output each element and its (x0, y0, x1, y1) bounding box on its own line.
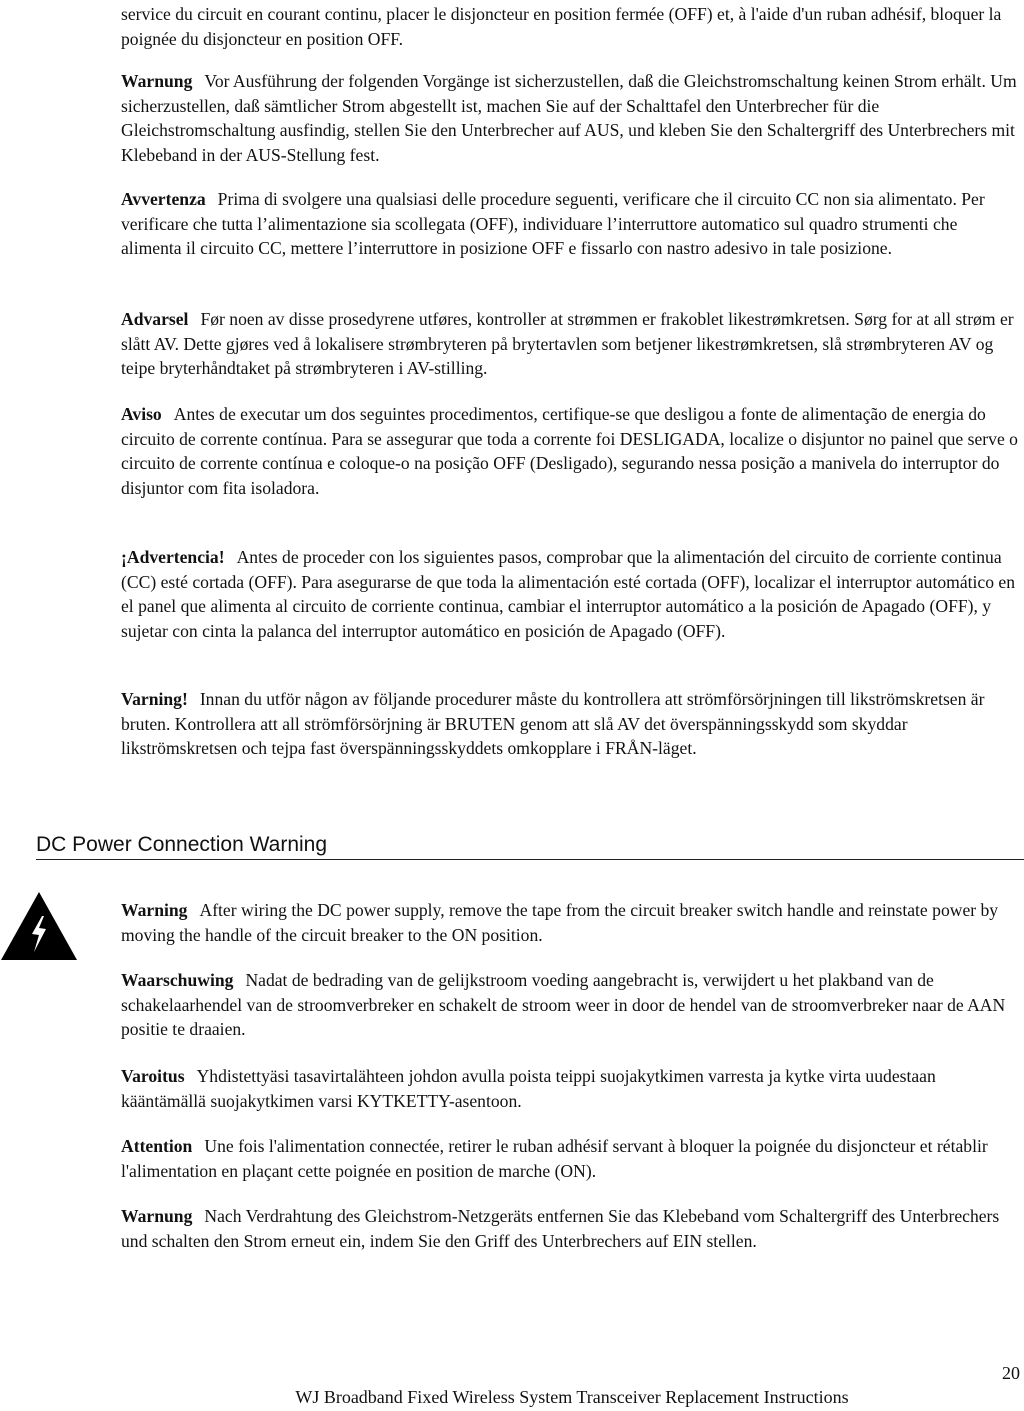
warning-label: Waarschuwing (121, 970, 234, 990)
warning-text: Prima di svolgere una qualsiasi delle procedure seguenti, verificare che il circuito CC non sia alimentato. Per verificare che tutta l’alimentazione sia scollegata (OFF), individuare l’interruttore automatico sul quadro strumenti che alimenta il circuito CC, mettere l’interruttore in posizione OFF e fissarlo con nastro adesivo in tale posizione. (121, 189, 985, 258)
warning-text: After wiring the DC power supply, remove the tape from the circuit breaker switch handle and reinstate power by moving the handle of the circuit breaker to the ON position. (121, 900, 999, 945)
warning-label: Varoitus (121, 1066, 185, 1086)
section-divider (36, 859, 1024, 860)
warning-block-portuguese (121, 402, 1021, 500)
warning-label: Warnung (121, 1206, 193, 1226)
section-warning-german (121, 1204, 1021, 1253)
section-warning-english (121, 898, 1021, 947)
warning-text: Før noen av disse prosedyrene utføres, kontroller at strømmen er frakoblet likestrømkretsen. Sørg for at all strøm er slått AV. Dette gjøres ved å lokalisere strømbryteren på brytertavlen som betjener likestrømkretsen, slå strømbryteren AV og teipe bryterhåndtaket på strømbryteren i AV-stilling. (121, 309, 1014, 378)
warning-block-spanish (121, 545, 1021, 643)
document-footer: WJ Broadband Fixed Wireless System Transceiver Replacement Instructions (295, 1387, 849, 1407)
warning-block-norwegian (121, 307, 1021, 381)
warning-triangle-lightning-icon (0, 890, 78, 962)
warning-text: Yhdistettyäsi tasavirtalähteen johdon avulla poista teippi suojakytkimen varresta ja kytke virta uudestaan kääntämällä suojakytkimen varsi KYTKETTY-asentoon. (121, 1066, 936, 1111)
warning-label: ¡Advertencia! (121, 547, 225, 567)
warning-block-swedish (121, 687, 1021, 761)
warning-text: Antes de executar um dos seguintes procedimentos, certifique-se que desligou a fonte de alimentação de energia do circuito de corrente contínua. Para se assegurar que toda a corrente foi DESLIGADA, localize o disjuntor no painel que serve o circuito de corrente contínua e coloque-o na posição OFF (Desligado), segurando nessa posição a manivela do interruptor do disjuntor com fita isoladora. (121, 404, 1018, 498)
section-warning-finnish (121, 1064, 1021, 1113)
warning-block-german (121, 69, 1021, 167)
section-warning-dutch (121, 968, 1021, 1042)
warning-text: Antes de proceder con los siguientes pasos, comprobar que la alimentación del circuito de corriente continua (CC) esté cortada (OFF). Para asegurarse de que toda la alimentación esté cortada (OFF), localizar el interruptor automático en el panel que alimenta al circuito de corriente continua, cambiar el interruptor automático a la posición de Apagado (OFF), y sujetar con cinta la palanca del interruptor automático en posición de Apagado (OFF). (121, 547, 1016, 641)
warning-label: Warning (121, 900, 188, 920)
page-number: 20 (1002, 1363, 1020, 1383)
warning-label: Varning! (121, 689, 188, 709)
section-title: DC Power Connection Warning (36, 833, 328, 856)
warning-label: Avvertenza (121, 189, 206, 209)
warning-text: Nadat de bedrading van de gelijkstroom voeding aangebracht is, verwijdert u het plakband van de schakelaarhendel van de stroomverbreker en schakelt de stroom weer in door de hendel van de stroomverbreker naar de AAN positie te draaien. (121, 970, 1006, 1039)
warning-label: Warnung (121, 71, 193, 91)
warning-text: service du circuit en courant continu, placer le disjoncteur en position fermée (OFF) et, à l'aide d'un ruban adhésif, bloquer la poignée du disjoncteur en position OFF. (121, 4, 1002, 49)
warning-label: Aviso (121, 404, 162, 424)
warning-text: Une fois l'alimentation connectée, retirer le ruban adhésif servant à bloquer la poignée du disjoncteur et rétablir l'alimentation en plaçant cette poignée en position de marche (ON). (121, 1136, 988, 1181)
warning-label: Attention (121, 1136, 193, 1156)
warning-block-italian (121, 187, 1021, 261)
warning-text: Nach Verdrahtung des Gleichstrom-Netzgeräts entfernen Sie das Klebeband vom Schaltergriff des Unterbrechers und schalten den Strom erneut ein, indem Sie den Griff des Unterbrechers auf EIN stellen. (121, 1206, 1000, 1251)
warning-text: Vor Ausführung der folgenden Vorgänge ist sicherzustellen, daß die Gleichstromschaltung keinen Strom erhält. Um sicherzustellen, daß sämtlicher Strom abgestellt ist, machen Sie auf der Schalttafel den Unterbrecher für die Gleichstromschaltung ausfindig, stellen Sie den Unterbrecher auf AUS, und kleben Sie den Schaltergriff des Unterbrechers mit Klebeband in der AUS-Stellung fest. (121, 71, 1017, 165)
section-warning-french (121, 1134, 1021, 1183)
warning-text: Innan du utför någon av följande procedurer måste du kontrollera att strömförsörjningen till likströmskretsen är bruten. Kontrollera att all strömförsörjning är BRUTEN genom att slå AV det överspänningsskydd som skyddar likströmskretsen och tejpa fast överspänningsskyddets omkopplare i FRÅN-läget. (121, 689, 985, 758)
warning-block-french-continued (121, 2, 1021, 51)
warning-label: Advarsel (121, 309, 189, 329)
